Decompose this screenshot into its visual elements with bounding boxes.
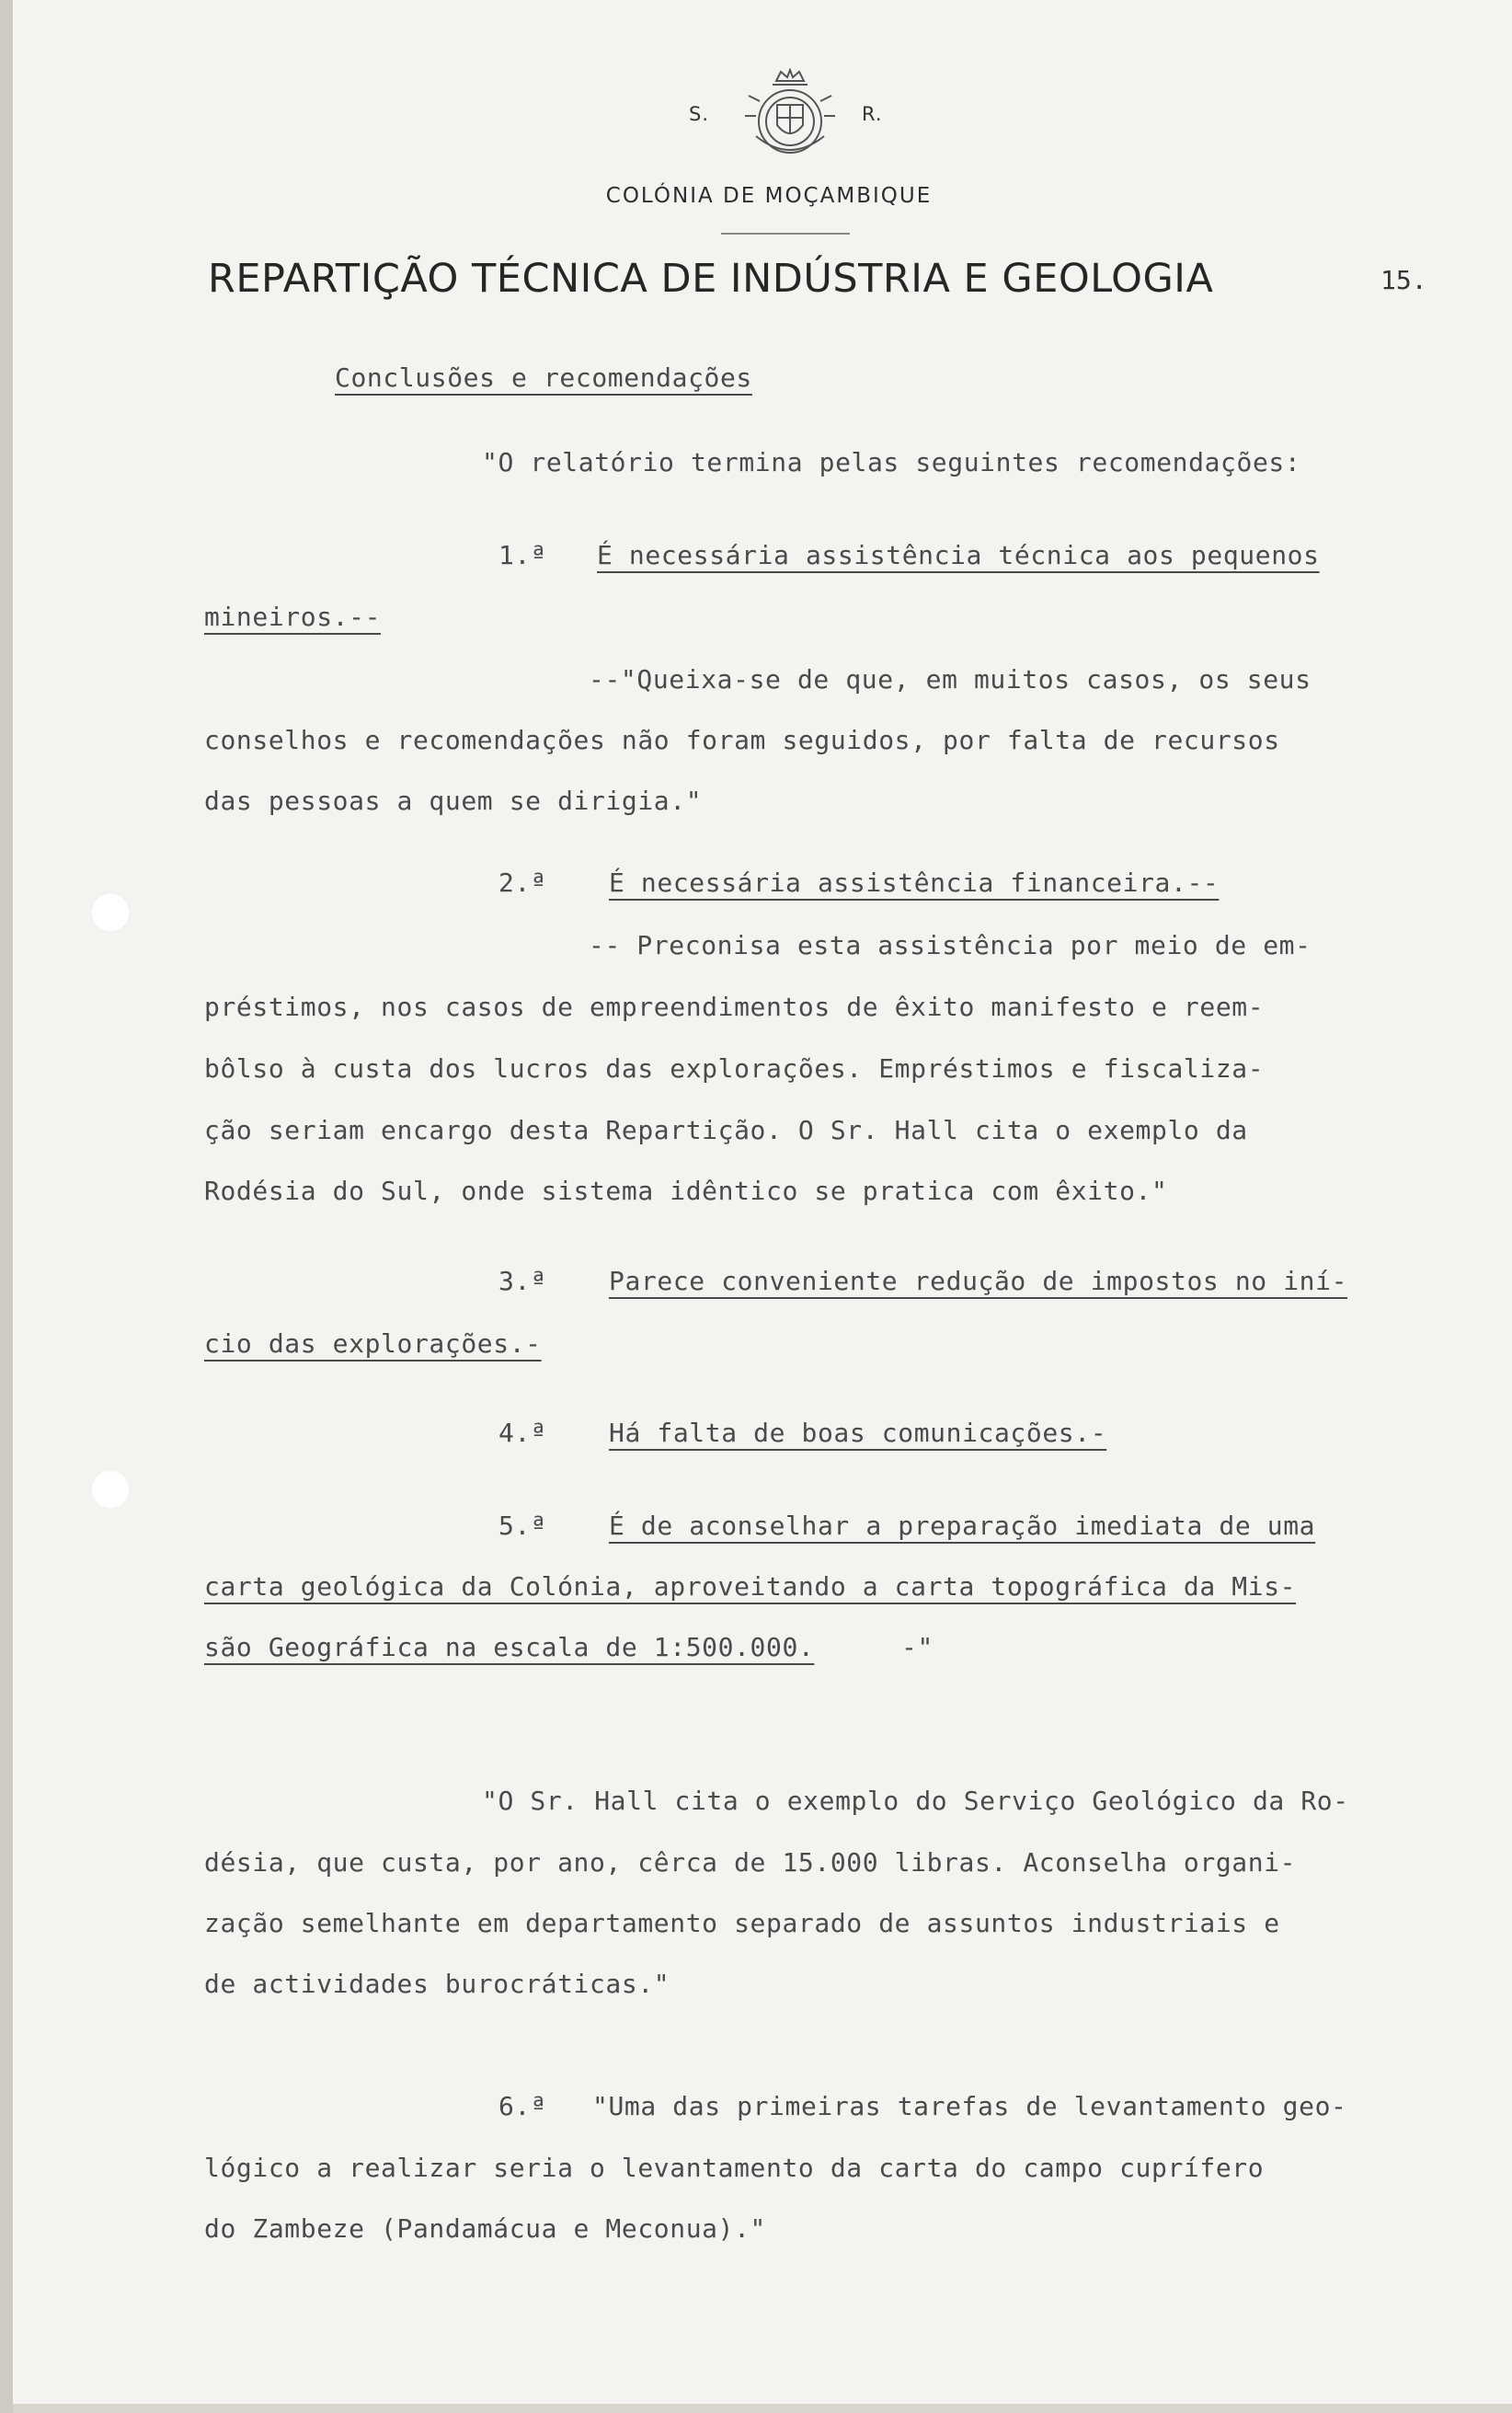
quote-close-mark: -": [901, 1632, 934, 1662]
text-line-04: --"Queixa-se de que, em muitos casos, os seus: [589, 664, 1312, 695]
text-line-06: das pessoas a quem se dirigia.": [204, 786, 703, 816]
punch-hole-top: [90, 892, 131, 933]
coat-of-arms-emblem: [739, 68, 841, 167]
recommendation-5-heading-end: são Geográfica na escala de 1:500.000.: [204, 1632, 815, 1662]
recommendation-3-heading: Parece conveniente redução de impostos no iní-: [609, 1266, 1348, 1296]
text-line-20: désia, que custa, por ano, cêrca de 15.000 libras. Aconselha organi-: [204, 1847, 1297, 1878]
text-line-21: zação semelhante em departamento separado de assuntos industriais e: [204, 1908, 1280, 1938]
colony-name: COLÓNIA DE MOÇAMBIQUE: [605, 184, 933, 208]
recommendation-4-heading: Há falta de boas comunicações.-: [609, 1418, 1107, 1448]
recommendation-2-heading: É necessária assistência financeira.--: [609, 868, 1220, 898]
recommendation-1-heading-cont: mineiros.--: [204, 602, 382, 632]
letterhead-left-mark: S.: [689, 103, 710, 125]
recommendation-1-heading: É necessária assistência técnica aos pequenos: [597, 540, 1320, 570]
text-line-08: -- Preconisa esta assistência por meio de em-: [589, 930, 1312, 960]
item-number-4: 4.ª: [498, 1418, 547, 1448]
item-number-1: 1.ª: [498, 540, 547, 570]
text-line-10: bôlso à custa dos lucros das explorações. Empréstimos e fiscaliza-: [204, 1053, 1265, 1084]
recommendation-3-heading-cont: cio das explorações.-: [204, 1328, 542, 1359]
text-line-11: ção seriam encargo desta Repartição. O Sr. Hall cita o exemplo da: [204, 1115, 1248, 1145]
recommendation-5-heading-cont: carta geológica da Colónia, aproveitando a carta topográfica da Mis-: [204, 1571, 1297, 1602]
text-line-24: lógico a realizar seria o levantamento da carta do campo cuprífero: [204, 2153, 1265, 2183]
department-title: REPARTIÇÃO TÉCNICA DE INDÚSTRIA E GEOLOGIA: [208, 256, 1214, 302]
text-line-12: Rodésia do Sul, onde sistema idêntico se pratica com êxito.": [204, 1176, 1168, 1206]
page-number: 15.: [1380, 265, 1427, 295]
item-number-6: 6.ª: [498, 2091, 547, 2121]
item-number-2: 2.ª: [498, 868, 547, 898]
punch-hole-bottom: [90, 1469, 131, 1510]
text-line-25: do Zambeze (Pandamácua e Meconua).": [204, 2213, 767, 2244]
recommendation-5-heading: É de aconselhar a preparação imediata de uma: [609, 1511, 1316, 1541]
section-title: Conclusões e recomendações: [335, 362, 752, 393]
letterhead-divider: [721, 233, 850, 235]
item-number-5: 5.ª: [498, 1511, 547, 1541]
item-number-3: 3.ª: [498, 1266, 547, 1296]
text-line-22: de actividades burocráticas.": [204, 1969, 670, 1999]
page-bottom-edge: [13, 2404, 1512, 2413]
text-line-09: préstimos, nos casos de empreendimentos de êxito manifesto e reem-: [204, 992, 1265, 1022]
letterhead-right-mark: R.: [862, 103, 883, 125]
text-line-19: "O Sr. Hall cita o exemplo do Serviço Geológico da Ro-: [482, 1786, 1349, 1816]
text-line-05: conselhos e recomendações não foram seguidos, por falta de recursos: [204, 725, 1280, 755]
text-line-23: "Uma das primeiras tarefas de levantamento geo-: [592, 2091, 1347, 2121]
text-line-01: "O relatório termina pelas seguintes recomendações:: [482, 447, 1301, 477]
